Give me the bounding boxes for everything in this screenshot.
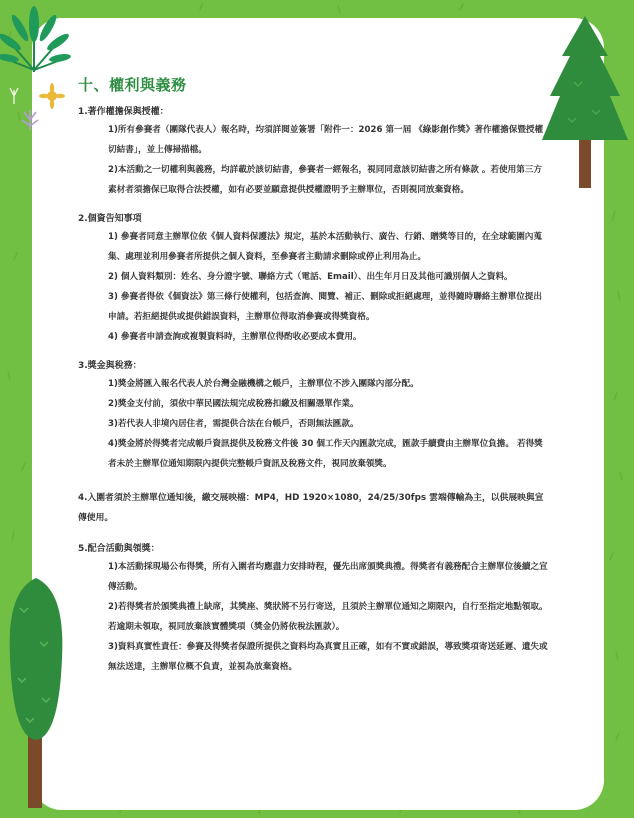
section-events-awards xyxy=(78,542,548,677)
list-item: 4) 參賽者申請查詢或複製資料時，主辦單位得酌收必要成本費用。 xyxy=(108,332,362,342)
list-item: 1) 參賽者同意主辦單位依《個人資料保護法》規定，基於本活動執行、廣告、行銷、贈獎等目的，在全球範圍內蒐集、處理並利用參賽者所提供之個人資料，至參賽者主動請求刪除或停止利用為止。 xyxy=(108,232,542,262)
section-heading: 3.獎金與稅務： xyxy=(78,361,142,371)
list-item: 3) 參賽者得依《個資法》第三條行使權利，包括查詢、閱覽、補正、刪除或拒絕處理，並得隨時聯絡主辦單位提出申請。若拒絕提供或提供錯誤資料，主辦單位得取消參賽或得獎資格。 xyxy=(108,292,542,322)
list-item: 3)若代表人非境內居住者，需提供合法在台帳戶，否則無法匯款。 xyxy=(108,419,359,429)
section-copyright xyxy=(78,105,548,200)
section-prize-tax xyxy=(78,359,548,474)
section-privacy xyxy=(78,212,548,347)
list-item: 4)獎金將於得獎者完成帳戶資訊提供及稅務文件後 30 個工作天內匯款完成，匯款手續費由主辦單位負擔。 若得獎者未於主辦單位通知期限內提供完整帳戶資訊及稅務文件，視同放棄領獎。 xyxy=(108,439,543,469)
section-screening-file xyxy=(78,488,548,528)
tree-icon xyxy=(542,12,632,192)
section-paragraph: 4.入圍者須於主辦單位通知後，繳交展映檔：MP4，HD 1920×1080，24/25/30fps 雲端傳輸為主，以供展映與宣傳使用。 xyxy=(78,493,544,523)
tree-icon-bottom xyxy=(6,578,66,810)
document-body xyxy=(78,74,548,677)
section-heading: 2.個資告知事項 xyxy=(78,214,142,224)
list-item: 3)資料真實性責任：參賽及得獎者保證所提供之資料均為真實且正確，如有不實或錯誤，導致獎項寄送延遲、遺失或無法送達，主辦單位概不負責，並視為放棄資格。 xyxy=(108,642,548,672)
list-item: 1)本活動採現場公布得獎，所有入圍者均應盡力安排時程，優先出席頒獎典禮。得獎者有義務配合主辦單位後續之宣傳活動。 xyxy=(108,562,548,592)
section-heading: 1.著作權擔保與授權： xyxy=(78,107,169,117)
list-item: 2)若得獎者於頒獎典禮上缺席，其獎座、獎狀將不另行寄送，且須於主辦單位通知之期限內，自行至指定地點領取。若逾期未領取，視同放棄該實體獎項（獎金仍將依稅法匯款）。 xyxy=(108,602,548,632)
palm-leaf-icon xyxy=(0,0,80,140)
list-item: 2)本活動之一切權利與義務，均詳載於該切結書，參賽者一經報名，視同同意該切結書之所有條款 。若使用第三方素材者須擔保已取得合法授權，如有必要並願意提供授權證明予主辦單位，否則視同放棄資格。 xyxy=(108,165,542,195)
list-item: 2)獎金支付前，須依中華民國法規完成稅務扣繳及相關憑單作業。 xyxy=(108,399,359,409)
list-item: 2) 個人資料類別：姓名、身分證字號、聯絡方式（電話、Email）、出生年月日及其他可識別個人之資料。 xyxy=(108,272,513,282)
list-item: 1)獎金將匯入報名代表人於台灣金融機構之帳戶，主辦單位不涉入團隊內部分配。 xyxy=(108,379,419,389)
page-title: 十、權利與義務 xyxy=(78,76,187,94)
list-item: 1)所有參賽者（團隊代表人）報名時，均須詳閱並簽署「附件一：2026 第一屆 《綠影創作獎》著作權擔保暨授權切結書」，並上傳掃描檔。 xyxy=(108,125,544,155)
section-heading: 5.配合活動與領獎： xyxy=(78,544,160,554)
